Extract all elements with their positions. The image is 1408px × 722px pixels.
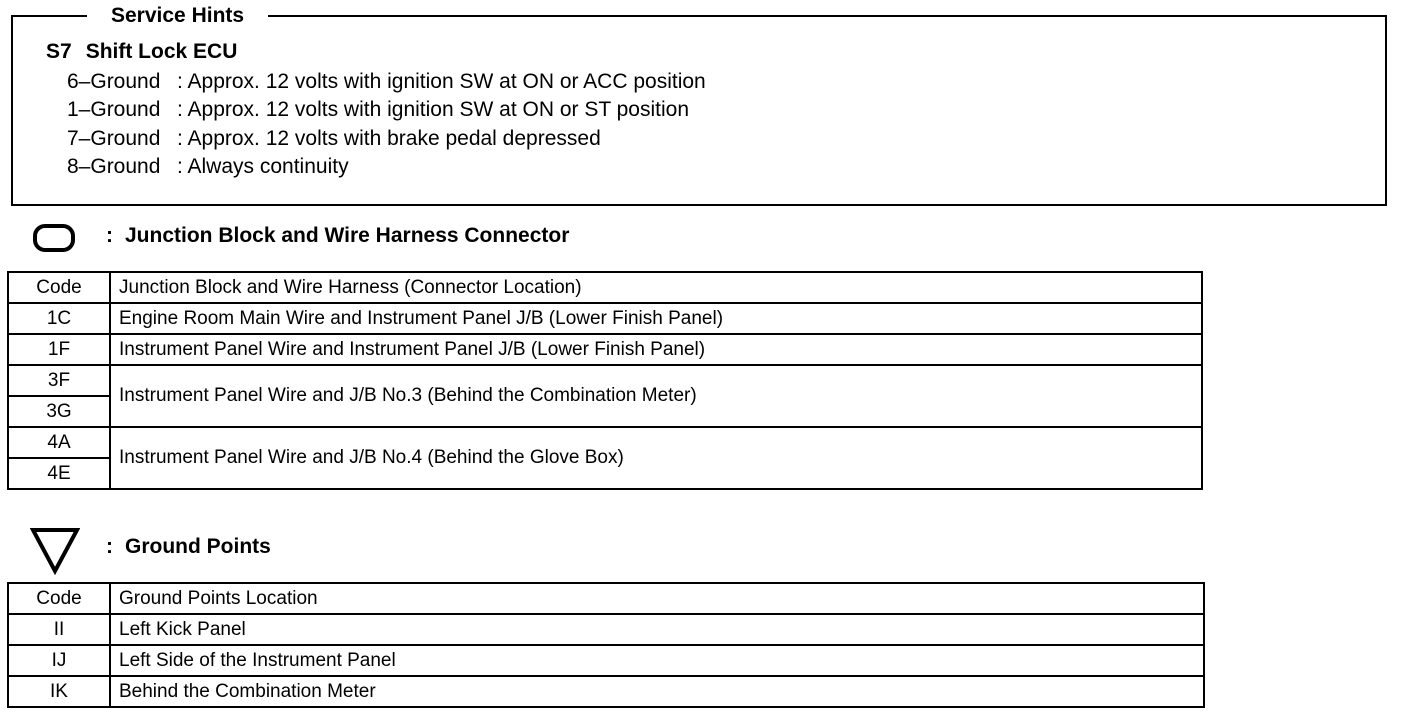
code-cell: 4E — [8, 458, 110, 489]
description-cell: Left Side of the Instrument Panel — [110, 645, 1204, 676]
description-cell: Instrument Panel Wire and J/B No.3 (Behind the Combination Meter) — [110, 365, 1202, 427]
code-cell: II — [8, 614, 110, 645]
table-row — [8, 427, 1202, 458]
hint-line — [67, 127, 601, 151]
description-cell: Instrument Panel Wire and Instrument Panel J/B (Lower Finish Panel) — [110, 334, 1202, 365]
ground-triangle-icon — [30, 527, 80, 575]
rounded-rectangle-icon — [33, 224, 75, 252]
hint-text: : Approx. 12 volts with ignition SW at ON or ACC position — [177, 70, 706, 93]
component-code: S7 — [46, 40, 72, 63]
component-name: Shift Lock ECU — [85, 40, 238, 63]
hint-pin: 8–Ground — [67, 155, 161, 178]
hint-line — [67, 155, 349, 179]
code-cell: 3G — [8, 396, 110, 427]
hint-text: : Approx. 12 volts with brake pedal depressed — [177, 127, 601, 150]
code-cell: 4A — [8, 427, 110, 458]
hint-line — [67, 70, 706, 94]
junction-block-heading-text: Junction Block and Wire Harness Connector — [125, 224, 570, 247]
code-cell: 3F — [8, 365, 110, 396]
code-cell: IK — [8, 676, 110, 707]
description-cell: Left Kick Panel — [110, 614, 1204, 645]
description-header: Junction Block and Wire Harness (Connector Location) — [110, 272, 1202, 303]
table-header-row — [8, 583, 1204, 614]
table-row — [8, 614, 1204, 645]
component-heading — [46, 40, 237, 64]
hint-pin: 6–Ground — [67, 70, 161, 93]
ground-points-table — [7, 582, 1205, 708]
hint-pin: 1–Ground — [67, 98, 161, 121]
service-hints-box — [11, 4, 1387, 206]
junction-block-table — [7, 271, 1203, 490]
hint-pin: 7–Ground — [67, 127, 161, 150]
junction-block-heading — [106, 224, 569, 248]
description-header: Ground Points Location — [110, 583, 1204, 614]
heading-colon: : — [106, 535, 113, 558]
description-cell: Engine Room Main Wire and Instrument Panel J/B (Lower Finish Panel) — [110, 303, 1202, 334]
hint-text: : Approx. 12 volts with ignition SW at ON or ST position — [177, 98, 690, 121]
code-header: Code — [8, 272, 110, 303]
ground-points-heading — [106, 535, 271, 559]
table-row — [8, 334, 1202, 365]
service-hints-title: Service Hints — [87, 4, 268, 28]
table-row — [8, 676, 1204, 707]
code-cell: IJ — [8, 645, 110, 676]
ground-points-heading-text: Ground Points — [125, 535, 271, 558]
code-header: Code — [8, 583, 110, 614]
description-cell: Instrument Panel Wire and J/B No.4 (Behind the Glove Box) — [110, 427, 1202, 489]
table-row — [8, 303, 1202, 334]
hint-line — [67, 98, 689, 122]
code-cell: 1F — [8, 334, 110, 365]
code-cell: 1C — [8, 303, 110, 334]
table-header-row — [8, 272, 1202, 303]
heading-colon: : — [106, 224, 113, 247]
table-row — [8, 645, 1204, 676]
description-cell: Behind the Combination Meter — [110, 676, 1204, 707]
table-row — [8, 365, 1202, 396]
hint-text: : Always continuity — [177, 155, 349, 178]
